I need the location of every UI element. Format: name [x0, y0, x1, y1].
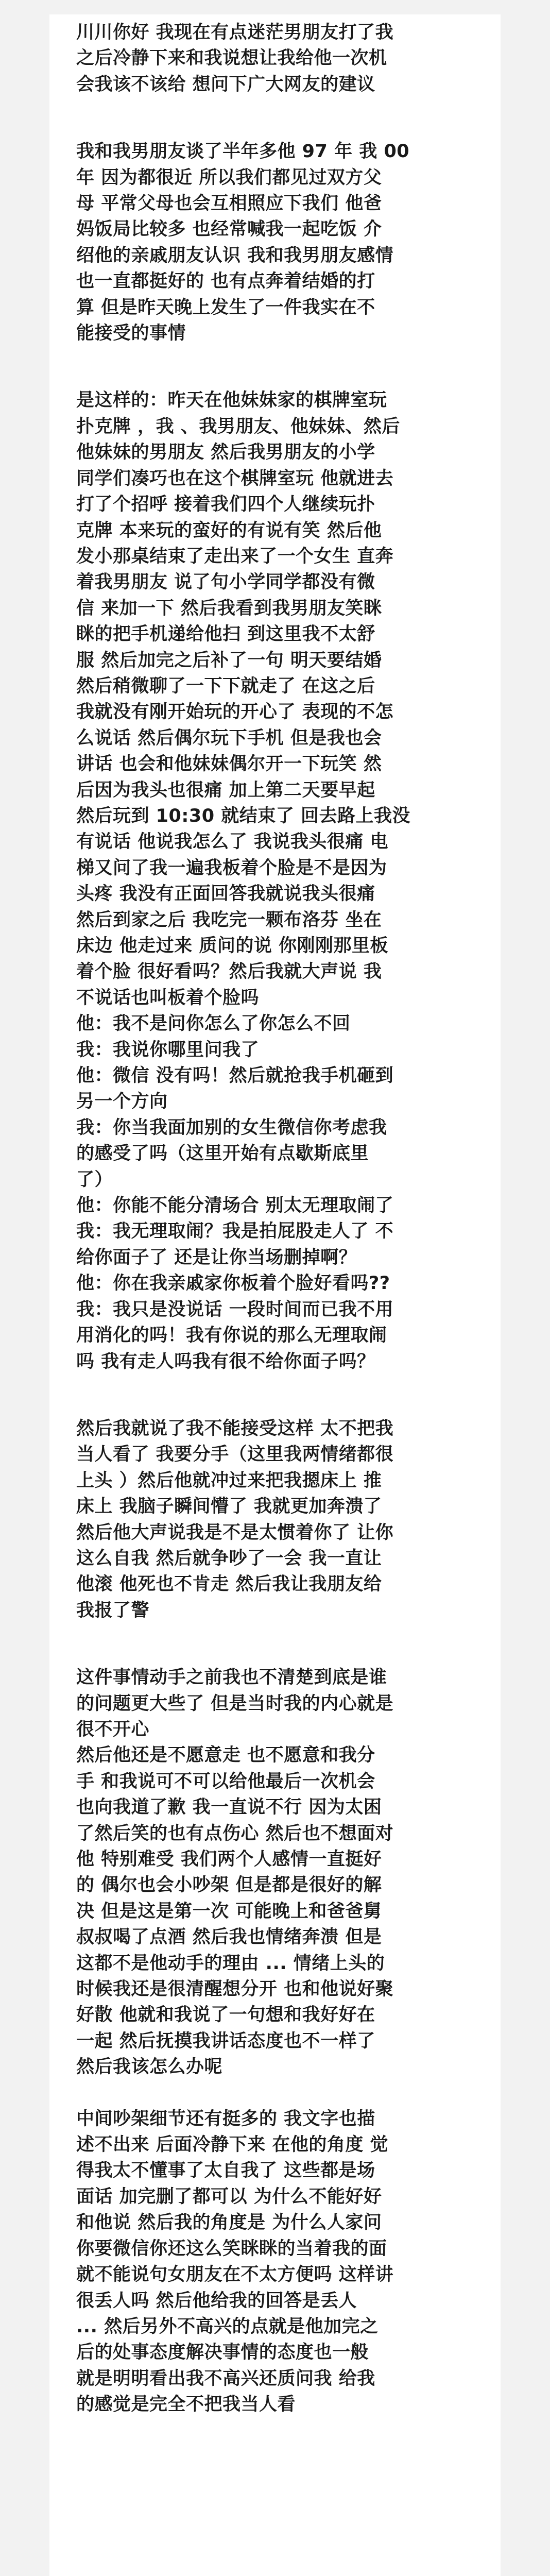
post-paragraph-background: 我和我男朋友谈了半年多他 97 年 我 00 年 因为都很近 所以我们都见过双方父 母 平常父母也会互相照应下我们 他爸 妈饭局比较多 也经常喊我一起吃饭 介 绍他的亲戚朋友认识 我和我男朋友感情 也一直都挺好的 也有点奔着结婚的打 算 但是昨天晚上发生了一件我实在不 能接受的事情: [76, 141, 410, 344]
post-paragraph-aftermath: 这件事情动手之前我也不清楚到底是谁 的问题更大些了 但是当时我的内心就是 很不开心 然后他还是不愿意走 也不愿意和我分 手 和我说可不可以给他最后一次机会 也向我道了歉 我一直说不行 因为太困 了然后笑的也有点伤心 然后也不想面对 他 特别难受 我们两个人感情一直挺好 的 偶尔也会小吵架 但是都是很好的解 决 但是这是第一次 可能晚上和爸爸舅 叔叔喝了点酒 然后我也情绪奔溃 但是 这都不是他动手的理由 ... 情绪上头的 时候我还是很清醒想分开 也和他说好聚 好散 他就和我说了一句想和我好好在 一起 然后抚摸我讲话态度也不一样了 然后我该怎么办呢: [76, 1667, 394, 2078]
paragraph-gap: [76, 2080, 483, 2106]
post-card: [49, 14, 501, 2576]
paragraph-gap: [76, 1375, 483, 1416]
post-paragraph-intro: 川川你好 我现在有点迷茫男朋友打了我 之后冷静下来和我说想让我给他一次机 会我该不该给 想问下广大网友的建议: [76, 22, 394, 95]
paragraph-gap: [76, 97, 483, 139]
paragraph-gap: [76, 346, 483, 387]
post-paragraph-escalation: 然后我就说了我不能接受这样 太不把我 当人看了 我要分手（这里我两情绪都很 上头 ）然后他就冲过来把我摁床上 推 床上 我脑子瞬间懵了 我就更加奔溃了 然后他大声说我是不是太惯着你了 让你 这么自我 然后就争吵了一会 我一直让 他滚 他死也不肯走 然后我让我朋友给 我报了警: [76, 1418, 394, 1621]
paragraph-gap: [76, 1623, 483, 1665]
post-paragraph-reflection: 中间吵架细节还有挺多的 我文字也描 述不出来 后面冷静下来 在他的角度 觉 得我太不懂事了太自我了 这些都是场 面话 加完删了都可以 为什么不能好好 和他说 然后我的角度是 为什么人家问 你要微信你还这么笑眯眯的当着我的面 就不能说句女朋友在不太方便吗 这样讲 很丢人吗 然后他给我的回答是丢人 ... 然后另外不高兴的点就是他加完之 后的处事态度解决事情的态度也一般 就是明明看出我不高兴还质问我 给我 的感觉是完全不把我当人看: [76, 2108, 394, 2415]
post-paragraph-incident: 是这样的：昨天在他妹妹家的棋牌室玩 扑克牌 ，我 、我男朋友、他妹妹、然后 他妹妹的男朋友 然后我男朋友的小学 同学们凑巧也在这个棋牌室玩 他就进去 打了个招呼 接着我们四个人继续玩扑 克牌 本来玩的蛮好的有说有笑 然后他 发小那桌结束了走出来了一个女生 直奔 着我男朋友 说了句小学同学都没有微 信 来加一下 然后我看到我男朋友笑眯 眯的把手机递给他扫 到这里我不太舒 服 然后加完之后补了一句 明天要结婚 然后稍微聊了一下下就走了 在这之后 我就没有刚开始玩的开心了 表现的不怎 么说话 然后偶尔玩下手机 但是我也会 讲话 也会和他妹妹偶尔开一下玩笑 然 后因为我头也很痛 加上第二天要早起 然后玩到 10:30 就结束了 回去路上我没 有说话 他说我怎么了 我说我头很痛 电 梯又问了我一遍我板着个脸是不是因为 头疼 我没有正面回答我就说我头很痛 然后到家之后 我吃完一颗布洛芬 坐在 床边 他走过来 质问的说 你刚刚那里板 着个脸 很好看吗？然后我就大声说 我 不说话也叫板着个脸吗 他：我不是问你怎么了你怎么不回 我：我说你哪里问我了 他：微信 没有吗！然后就抢我手机砸到 另一个方向 我：你当我面加别的女生微信你考虑我 的感受了吗（这里开始有点歇斯底里 了） 他：你能不能分清场合 别太无理取闹了 我：我无理取闹？我是拍屁股走人了 不 给你面子了 还是让你当场删掉啊？ 他：你在我亲戚家你板着个脸好看吗?? 我：我只是没说话 一段时间而已我不用 用消化的吗！我有你说的那么无理取闹 吗 我有走人吗我有很不给你面子吗？: [76, 390, 410, 1372]
